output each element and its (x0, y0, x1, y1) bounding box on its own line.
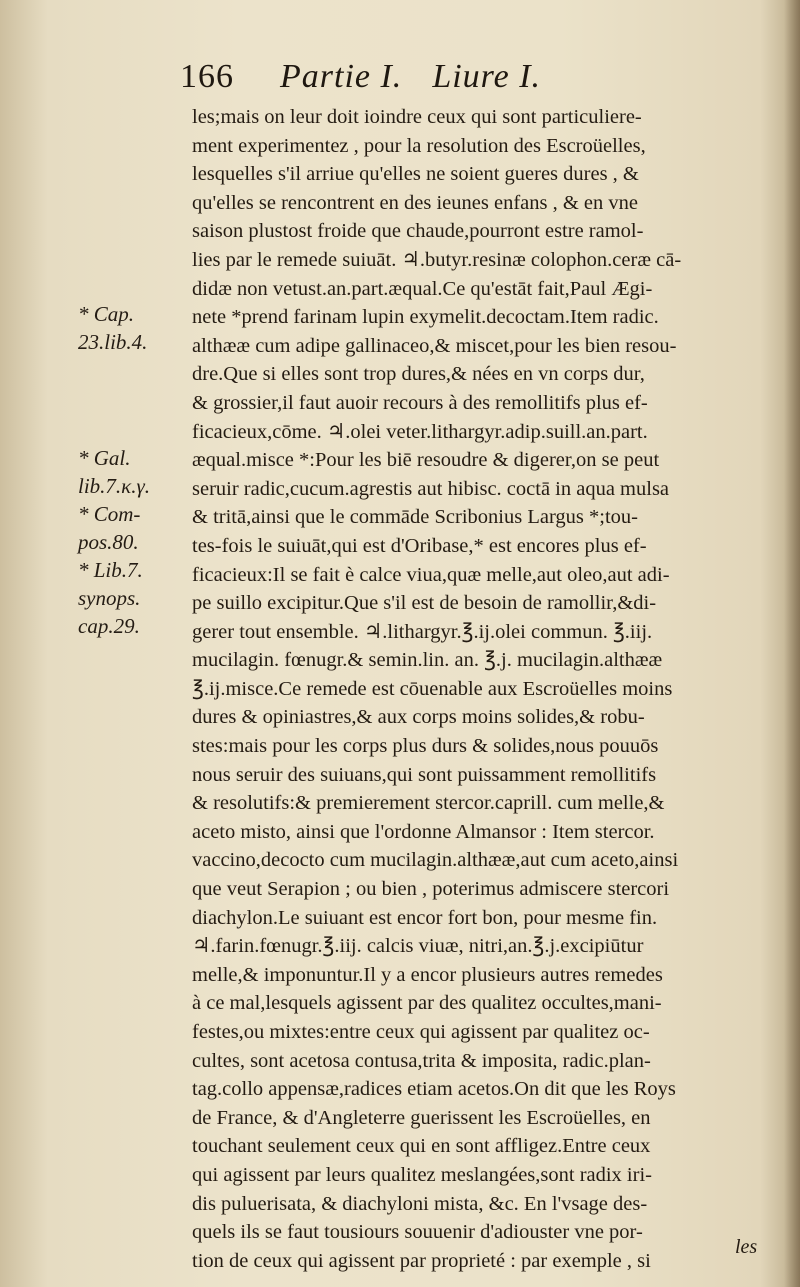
text-line: tag.collo appensæ,radices etiam acetos.On dit que les Roys (192, 1078, 676, 1101)
text-line: de France, & d'Angleterre guerissent les Escroüelles, en (192, 1106, 651, 1129)
catchword: les (735, 1236, 758, 1258)
margin-note-line: cap.29. (78, 614, 140, 638)
margin-note-group (78, 300, 188, 356)
text-line: festes,ou mixtes:entre ceux qui agissent par qualitez oc- (192, 1021, 650, 1043)
text-line: ficacieux,cōme. ♃.olei veter.lithargyr.adip.suill.an.part. (192, 420, 648, 443)
text-line: les;mais on leur doit ioindre ceux qui sont particuliere- (192, 106, 642, 128)
text-line: aceto misto, ainsi que l'ordonne Almansor : Item stercor. (192, 820, 655, 843)
text-line: & resolutifs:& premierement stercor.caprill. cum melle,& (192, 792, 665, 815)
text-line: que veut Serapion ; ou bien , poterimus admiscere stercori (192, 878, 670, 901)
text-line: quels ils se faut tousiours souuenir d'adiouster vne por- (192, 1221, 643, 1244)
text-line: dures & opiniastres,& aux corps moins solides,& robu- (192, 706, 645, 729)
text-line: nete *prend farinam lupin exymelit.decoctam.Item radic. (192, 306, 659, 329)
text-line: diachylon.Le suiuant est encor fort bon, pour mesme fin. (192, 906, 658, 929)
margin-note-line: 23.lib.4. (78, 330, 148, 354)
text-line: dis puluerisata, & diachyloni mista, &c. En l'vsage des- (192, 1192, 648, 1215)
page-number: 166 (180, 58, 234, 95)
text-line: ℥.ij.misce.Ce remede est cōuenable aux Escroüelles moins (192, 677, 673, 700)
text-line: touchant seulement ceux qui en sont affligez.Entre ceux (192, 1135, 651, 1158)
margin-note-line: synops. (78, 586, 141, 610)
header-book: Liure I. (432, 58, 542, 95)
text-line: gerer tout ensemble. ♃.lithargyr.℥.ij.olei commun. ℥.iij. (192, 620, 653, 643)
header-part: Partie I. (280, 58, 403, 95)
text-line: tion de ceux qui agissent par proprieté : par exemple , si (192, 1249, 651, 1272)
text-line: pe suillo excipitur.Que s'il est de besoin de ramollir,&di- (192, 592, 657, 615)
text-line: lies par le remede suiuāt. ♃.butyr.resinæ colophon.ceræ cā- (192, 248, 682, 271)
text-line: & grossier,il faut auoir recours à des remollitifs plus ef- (192, 391, 648, 414)
margin-note-line: pos.80. (78, 530, 139, 554)
text-line: vaccino,decocto cum mucilagin.althææ,aut cum aceto,ainsi (192, 849, 679, 872)
margin-note-line: * Com- (78, 502, 141, 526)
text-line: lesquelles s'il arriue qu'elles ne soient gueres dures , & (192, 163, 639, 186)
margin-note-line: * Gal. (78, 446, 131, 470)
text-line: ♃.farin.fœnugr.℥.iij. calcis viuæ, nitri,an.℥.j.excipiūtur (192, 935, 644, 958)
margin-note-line: * Lib.7. (78, 558, 143, 582)
text-line: à ce mal,lesquels agissent par des qualitez occultes,mani- (192, 992, 662, 1015)
text-line: & tritā,ainsi que le commāde Scribonius Largus *;tou- (192, 506, 638, 529)
page-spine-shadow (784, 0, 800, 1287)
text-line: ficacieux:Il se fait è calce viua,quæ melle,aut oleo,aut adi- (192, 563, 670, 586)
text-line: melle,& imponuntur.Il y a encor plusieurs autres remedes (192, 963, 663, 986)
text-line: cultes, sont acetosa contusa,trita & imposita, radic.plan- (192, 1049, 651, 1072)
text-line: mucilagin. fœnugr.& semin.lin. an. ℥.j. mucilagin.althææ (192, 649, 663, 672)
margin-notes (78, 300, 188, 640)
text-line: ment experimentez , pour la resolution des Escroüelles, (192, 134, 646, 157)
body-text (192, 103, 772, 1275)
running-header (180, 58, 740, 96)
margin-note-line: lib.7.κ.γ. (78, 474, 151, 498)
text-line: qui agissent par leurs qualitez meslangées,sont radix iri- (192, 1163, 652, 1186)
text-line: saison plustost froide que chaude,pourront estre ramol- (192, 220, 644, 243)
text-line: qu'elles se rencontrent en des ieunes enfans , & en vne (192, 191, 638, 214)
margin-note-group (78, 444, 188, 640)
text-line: dre.Que si elles sont trop dures,& nées en vn corps dur, (192, 363, 645, 386)
text-line: nous seruir des suiuans,qui sont puissamment remollitifs (192, 763, 657, 786)
text-line: tes-fois le suiuāt,qui est d'Oribase,* est encores plus ef- (192, 534, 647, 557)
text-line: æqual.misce *:Pour les biē resoudre & digerer,on se peut (192, 449, 660, 472)
text-line: stes:mais pour les corps plus durs & solides,nous pouuōs (192, 735, 659, 758)
text-line: seruir radic,cucum.agrestis aut hibisc. coctā in aqua mulsa (192, 477, 670, 500)
text-line: didæ non vetust.an.part.æqual.Ce qu'estāt fait,Paul Ægi- (192, 277, 653, 300)
margin-note-line: * Cap. (78, 302, 135, 326)
text-line: althææ cum adipe gallinaceo,& miscet,pour les bien resou- (192, 334, 677, 357)
